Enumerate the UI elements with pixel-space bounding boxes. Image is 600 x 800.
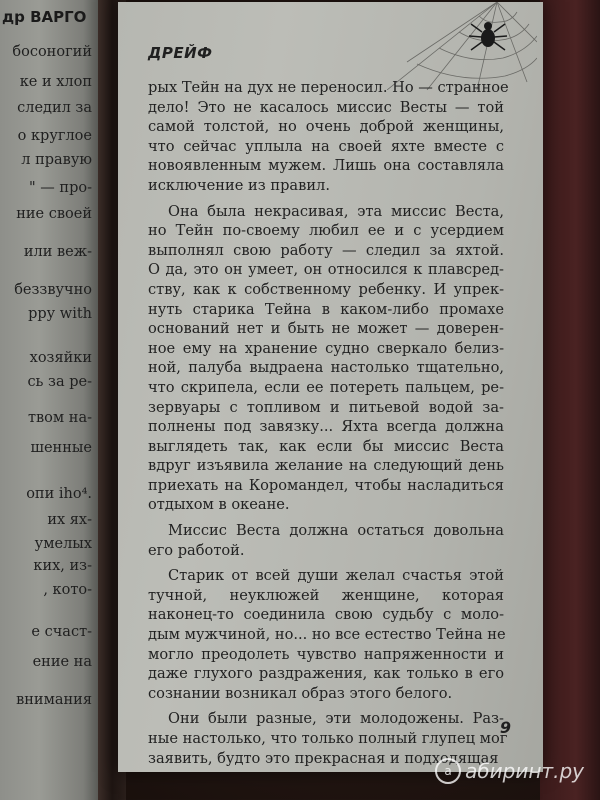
left-page-line: беззвучно xyxy=(14,282,92,298)
text-line: тучной, неуклюжей женщине, которая xyxy=(148,586,504,604)
page-body-text xyxy=(148,78,509,768)
text-line: приехать на Коромандел, чтобы насладиться xyxy=(148,476,504,494)
left-page-line: сь за ре- xyxy=(27,374,92,390)
left-page-line: рру with xyxy=(28,306,92,322)
left-page-line: твом на- xyxy=(27,410,92,426)
text-line: исключение из правил. xyxy=(148,176,330,194)
text-line: Она была некрасивая, эта миссис Веста, xyxy=(168,202,504,220)
text-line: рых Тейн на дух не переносил. Но — странное xyxy=(148,79,509,96)
text-line: выглядеть так, как если бы миссис Веста xyxy=(148,437,504,455)
text-line: оснований нет и быть не может — доверен- xyxy=(148,320,504,338)
text-line: его работой. xyxy=(148,541,245,559)
left-page-line: ких, из- xyxy=(33,558,92,574)
text-line: наконец-то соединила свою судьбу с моло- xyxy=(148,606,504,624)
text-line: О да, это он умеет, он относился к плавсред- xyxy=(148,261,504,279)
text-line: самой толстой, но очень доброй женщины, xyxy=(148,118,504,136)
text-line: нуть старика Тейна в каком-либо промахе xyxy=(148,300,504,318)
left-page-line: хозяйки xyxy=(29,350,92,366)
left-page-line: опи iho⁴. xyxy=(26,486,92,502)
left-page-line: шенные xyxy=(30,440,92,456)
left-page-line: умелых xyxy=(34,536,92,552)
text-line: отдыхом в океане. xyxy=(148,496,290,514)
spider-icon xyxy=(469,22,507,50)
text-line: Старик от всей души желал счастья этой xyxy=(168,567,504,585)
left-page-line: е счаст- xyxy=(31,624,92,640)
text-line: даже глухого раздражения, как только в его xyxy=(148,665,504,683)
text-line: Они были разные, эти молодожены. Раз- xyxy=(168,710,504,728)
text-line: полнены под завязку... Яхта всегда должна xyxy=(148,418,504,436)
text-line: Миссис Веста должна остаться довольна xyxy=(168,522,504,540)
text-line: что сейчас уплыла на своей яхте вместе с xyxy=(148,137,504,155)
text-line: сознании возникал образ этого белого. xyxy=(148,684,453,702)
text-line: дело! Это не касалось миссис Весты — той xyxy=(148,98,504,116)
left-page xyxy=(0,0,98,800)
left-page-line: их ях- xyxy=(47,512,92,528)
text-line: ству, как к собственному ребенку. И упрек- xyxy=(148,280,504,298)
watermark-text: абиринт.ру xyxy=(465,759,584,783)
left-page-line: ке и хлоп xyxy=(19,74,92,90)
text-line: ной, палуба выдраена настолько тщательно, xyxy=(148,359,504,377)
text-line: ные настолько, что только полный глупец мог xyxy=(148,730,508,747)
book-page xyxy=(118,2,543,772)
text-line: дым мужчиной, но... но все естество Тейна не xyxy=(148,626,506,644)
watermark xyxy=(435,758,584,784)
left-page-line: ние своей xyxy=(16,206,92,222)
spider-web-icon xyxy=(387,2,537,90)
text-line: новоявленным мужем. Лишь она составляла xyxy=(148,157,504,175)
running-head: ДРЕЙФ xyxy=(148,44,213,62)
left-page-header: др ВАРГО xyxy=(2,8,87,26)
left-page-line: о круглое xyxy=(17,128,92,144)
watermark-logo-icon: a xyxy=(435,758,461,784)
page-number: 9 xyxy=(499,718,511,737)
left-page-line: босоногий xyxy=(12,44,92,60)
left-page-line: внимания xyxy=(16,692,92,708)
left-page-line: л правую xyxy=(21,152,92,168)
text-line: заявить, будто это прекрасная и подходящая xyxy=(148,749,499,767)
left-page-line: или веж- xyxy=(23,244,92,260)
text-line: но Тейн по-своему любил ее и с усердием xyxy=(148,222,504,240)
left-page-line: " — про- xyxy=(29,180,92,196)
text-line: зервуары с топливом и питьевой водой за- xyxy=(148,398,504,416)
text-line: выполнял свою работу — следил за яхтой. xyxy=(148,241,504,259)
left-page-line: следил за xyxy=(17,100,92,116)
book-cover-edge xyxy=(540,0,600,800)
text-line: что скрипела, если ее потереть пальцем, ре- xyxy=(148,378,504,396)
text-line: ное ему на хранение судно сверкало белиз- xyxy=(148,339,504,357)
left-page-line: ение на xyxy=(32,654,92,670)
text-line: вдруг изъявила желание на следующий день xyxy=(148,457,504,475)
left-page-line: , кото- xyxy=(43,582,92,598)
text-line: могло преодолеть чувство напряженности и xyxy=(148,645,504,663)
